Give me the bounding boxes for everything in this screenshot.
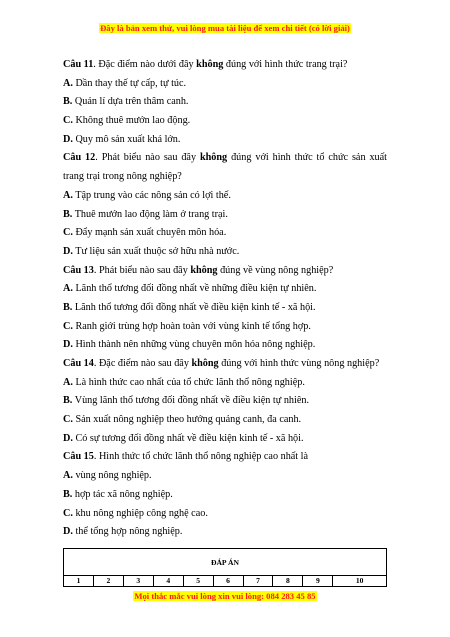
question-label: Câu 14 [63, 358, 94, 369]
answer-option: A. Dần thay thế tự cấp, tự túc. [63, 77, 187, 89]
answer-option: C. Ranh giới trùng hợp hoàn toàn với vùng kinh tế tổng hợp. [63, 320, 311, 332]
answer-option: D. thể tổng hợp nông nghiệp. [63, 526, 183, 538]
answer-option: B. Lãnh thổ tương đối đồng nhất về điều kiện kinh tế - xã hội. [63, 301, 316, 313]
question-label: Câu 12 [63, 152, 96, 164]
answer-option: A. Là hình thức cao nhất của tổ chức lãnh thổ nông nghiệp. [63, 376, 305, 388]
question-label: Câu 11 [63, 59, 94, 70]
question-stem: Câu 12. Phát biểu nào sau đây không đúng với hình thức tổ chức sản xuất [63, 152, 387, 164]
emphasis-not: không [190, 264, 218, 276]
answer-number: 2 [93, 576, 123, 587]
contact-banner-text: Mọi thắc mắc vui lòng xin vui lòng: 084 283 45 85 [134, 591, 316, 601]
emphasis-not: không [191, 358, 219, 369]
answer-number: 5 [183, 576, 213, 587]
answer-option: C. Không thuê mướn lao động. [63, 115, 191, 127]
contact-banner [0, 591, 450, 601]
answer-key-table [63, 548, 387, 587]
answer-number: 1 [64, 576, 94, 587]
answer-number: 4 [153, 576, 183, 587]
answer-key-title: ĐÁP ÁN [64, 549, 387, 576]
question-stem: Câu 15. Hình thức tổ chức lãnh thổ nông nghiệp cao nhất là [63, 451, 309, 463]
answer-option: A. Tập trung vào các nông sản có lợi thế. [63, 189, 231, 201]
answer-number: 8 [273, 576, 303, 587]
answer-option: C. Sản xuất nông nghiệp theo hướng quảng canh, đa canh. [63, 414, 302, 426]
answer-option: A. vùng nông nghiệp. [63, 470, 152, 482]
answer-key-numbers [64, 576, 387, 587]
answer-option: B. hợp tác xã nông nghiệp. [63, 488, 173, 500]
answer-number: 6 [213, 576, 243, 587]
question-label: Câu 15 [63, 451, 94, 463]
question-stem: Câu 13. Phát biểu nào sau đây không đúng về vùng nông nghiệp? [63, 264, 334, 276]
answer-number: 3 [123, 576, 153, 587]
answer-option: D. Có sự tương đối đồng nhất về điều kiện kinh tế - xã hội. [63, 432, 304, 444]
question-stem-continued: trang trại trong nông nghiệp? [63, 171, 182, 183]
preview-banner [0, 23, 450, 33]
answer-option: D. Quy mô sản xuất khá lớn. [63, 133, 181, 145]
answer-option: D. Tư liệu sản xuất thuộc sở hữu nhà nước. [63, 245, 240, 257]
answer-option: B. Quản lí dựa trên thâm canh. [63, 96, 189, 108]
emphasis-not: không [199, 152, 228, 164]
answer-option: C. Đẩy mạnh sản xuất chuyên môn hóa. [63, 227, 227, 239]
emphasis-not: không [196, 59, 224, 70]
answer-number: 7 [243, 576, 273, 587]
answer-option: B. Thuê mướn lao động làm ở trang trại. [63, 208, 228, 220]
question-stem: Câu 14. Đặc điểm nào sau đây không đúng với hình thức vùng nông nghiệp? [63, 358, 380, 369]
answer-option: B. Vùng lãnh thổ tương đối đồng nhất về điều kiện tự nhiên. [63, 395, 310, 407]
preview-banner-text: Đây là bản xem thử, vui lòng mua tài liệu để xem chi tiết (có lời giải) [100, 23, 350, 33]
answer-number: 10 [333, 576, 387, 587]
answer-option: D. Hình thành nên những vùng chuyên môn hóa nông nghiệp. [63, 339, 316, 351]
question-label: Câu 13 [63, 264, 94, 276]
answer-number: 9 [303, 576, 333, 587]
question-stem: Câu 11. Đặc điểm nào dưới đây không đúng với hình thức trang trại? [63, 59, 348, 70]
answer-option: A. Lãnh thổ tương đối đồng nhất về những điều kiện tự nhiên. [63, 283, 317, 295]
answer-option: C. khu nông nghiệp công nghệ cao. [63, 507, 208, 519]
question-list [63, 56, 387, 542]
